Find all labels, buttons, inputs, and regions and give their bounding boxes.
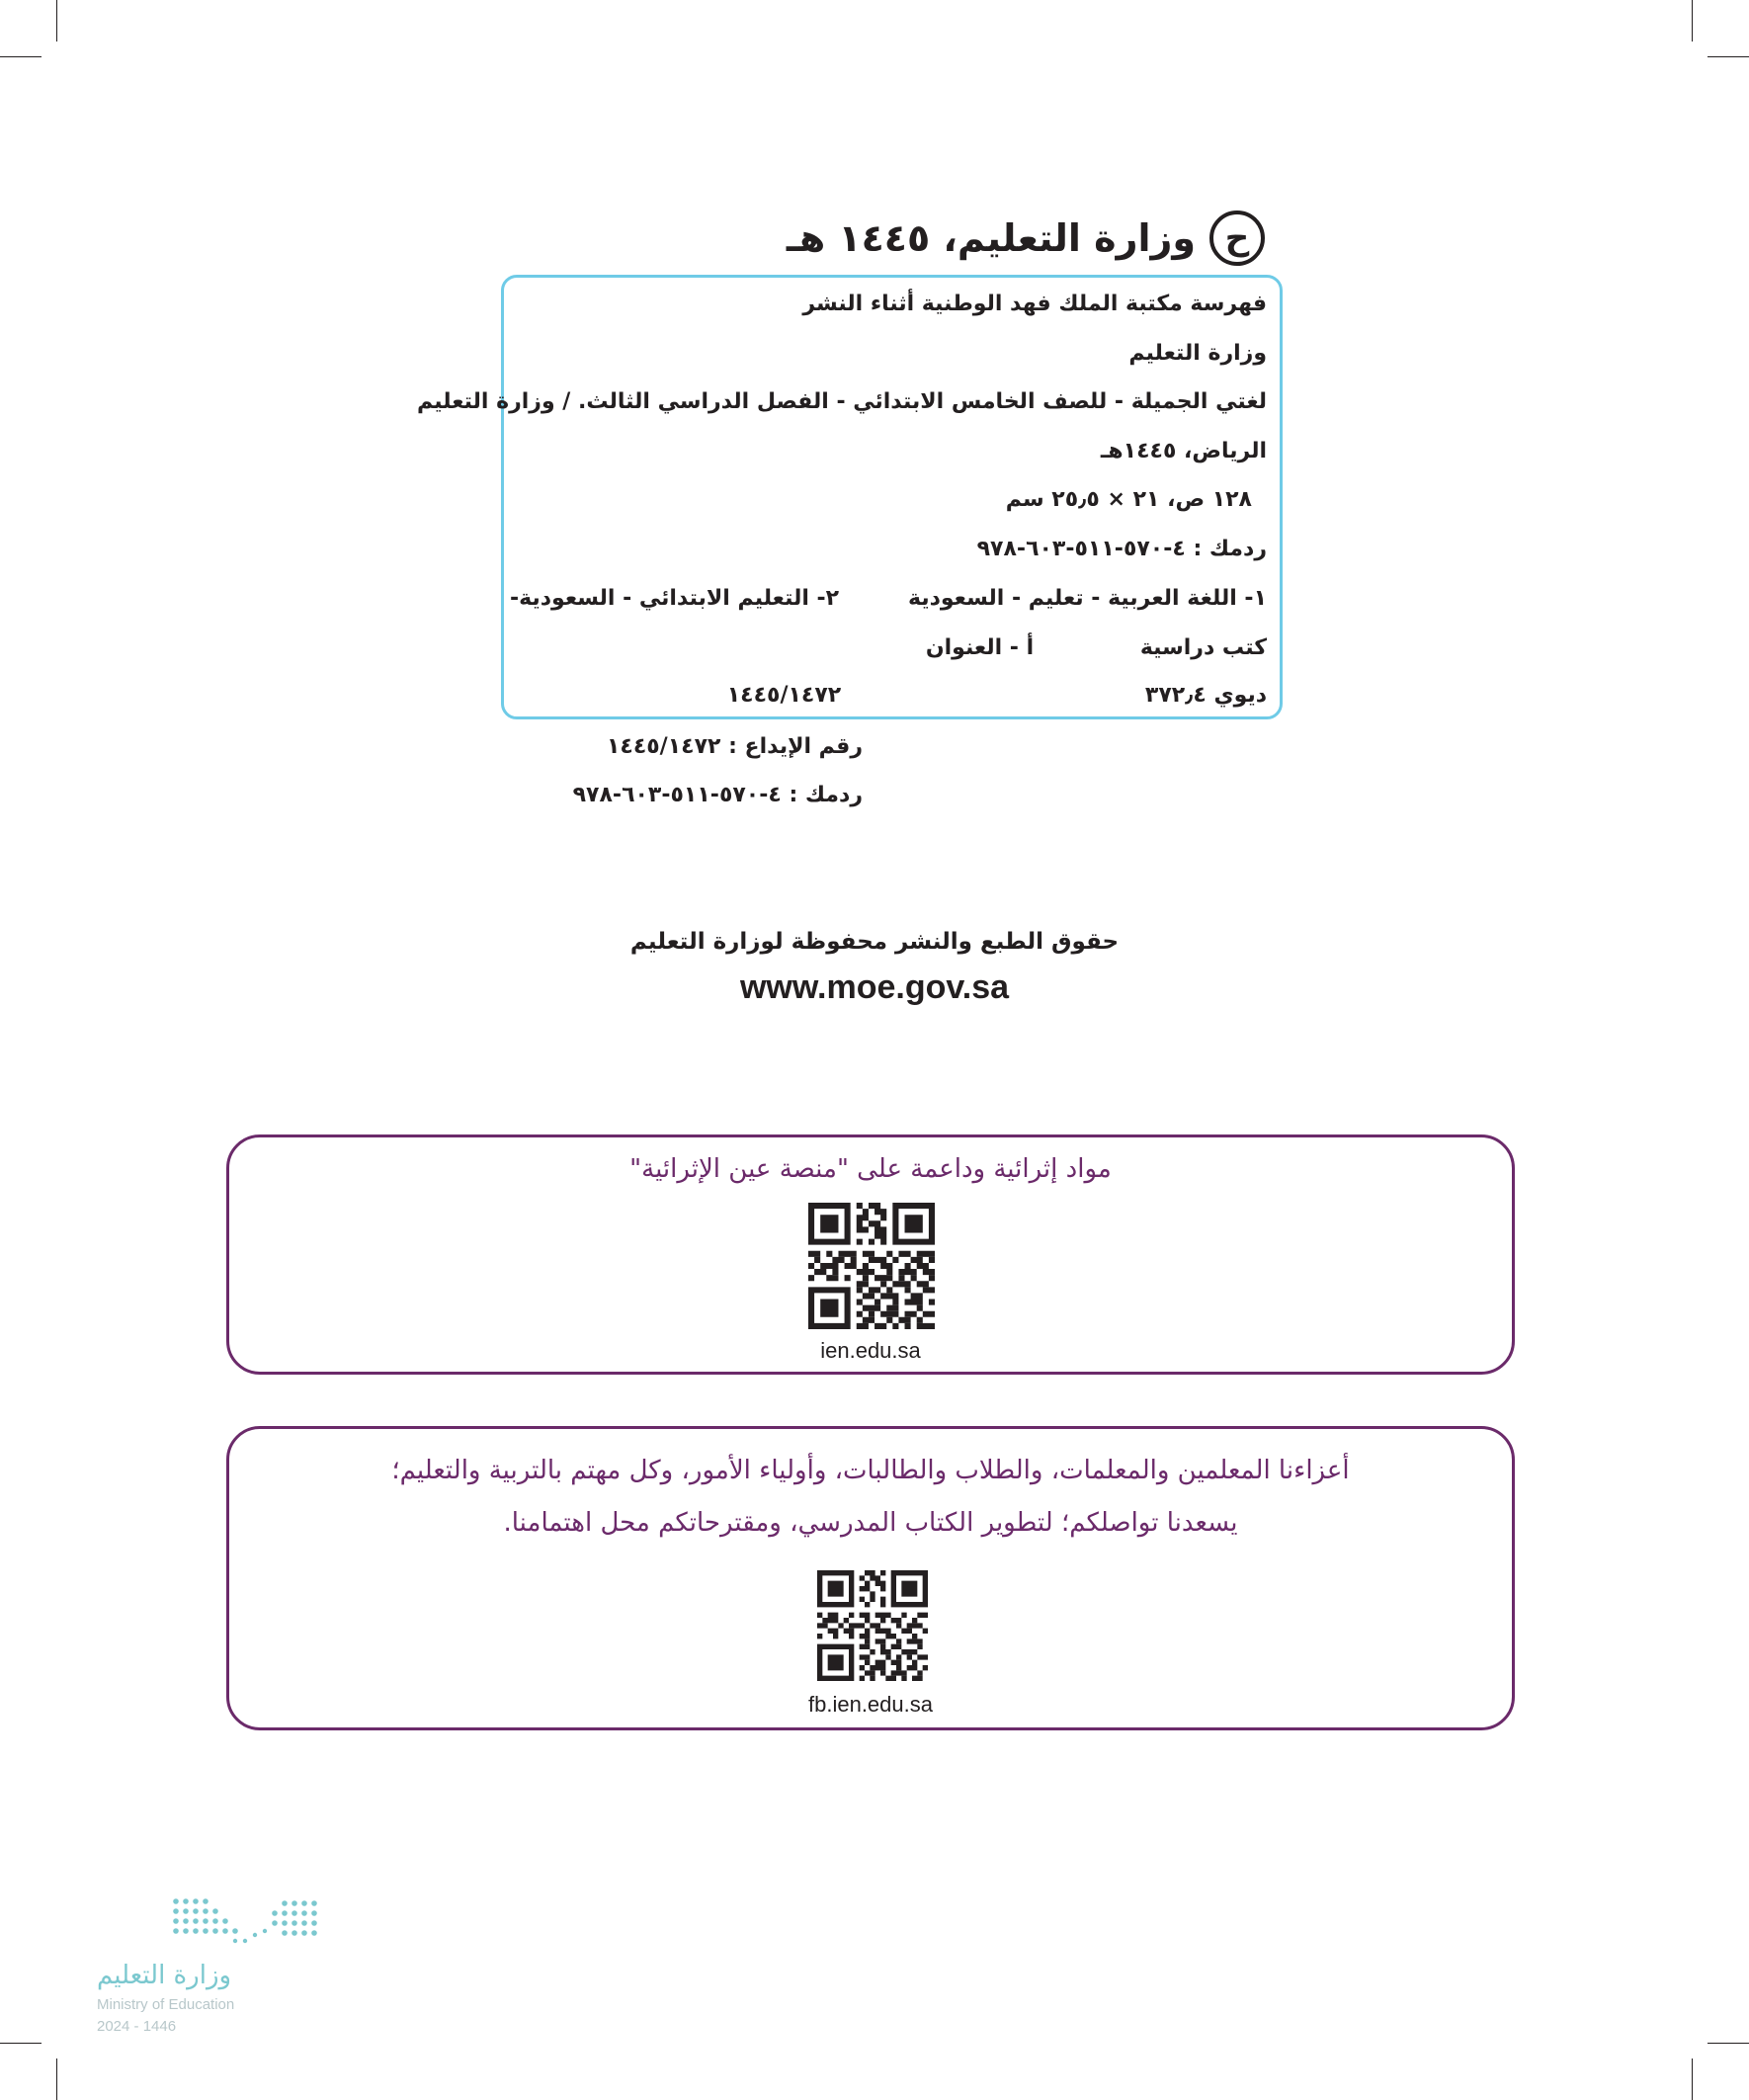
catalog-subject-1: ١- اللغة العربية - تعليم - السعودية [908, 586, 1267, 611]
crop-mark [1692, 2058, 1693, 2100]
enrichment-qr-code-icon[interactable] [808, 1203, 935, 1329]
crop-mark [0, 56, 42, 57]
rights-statement: حقوق الطبع والنشر محفوظة لوزارة التعليم [629, 929, 1120, 955]
catalog-isbn: ردمك : ٤-٥٧٠-٥١١-٦٠٣-٩٧٨ [976, 537, 1267, 561]
enrichment-qr-label[interactable]: ien.edu.sa [820, 1338, 921, 1363]
crop-mark [56, 2058, 57, 2100]
feedback-qr-label[interactable]: fb.ien.edu.sa [808, 1692, 933, 1717]
catalog-subject-title: أ - العنوان [925, 635, 1035, 660]
ministry-logo-year: 2024 - 1446 [97, 2018, 177, 2035]
crop-mark [1707, 56, 1749, 57]
catalog-subjects-row-2 [926, 635, 1267, 660]
enrichment-panel [226, 1134, 1515, 1375]
isbn-line: ردمك : ٤-٥٧٠-٥١١-٦٠٣-٩٧٨ [572, 783, 863, 807]
copyright-title: وزارة التعليم، ١٤٤٥ هـ [786, 216, 1196, 260]
copyright-header [787, 210, 1265, 266]
catalog-dewey: ديوي ٣٧٢٫٤ [1144, 683, 1267, 708]
catalog-deposit-number: ١٤٤٥/١٤٧٢ [726, 683, 842, 708]
ministry-logo [97, 1893, 324, 2042]
crop-mark [56, 0, 57, 42]
ministry-logo-dots-icon [97, 1893, 324, 1955]
crop-mark [1707, 2043, 1749, 2044]
catalog-box [417, 275, 1283, 719]
enrichment-text: مواد إثرائية وداعمة على "منصة عين الإثرائية" [629, 1154, 1112, 1184]
ministry-logo-english: Ministry of Education [97, 1996, 235, 2013]
catalog-place-year: الرياض، ١٤٤٥هـ [1100, 439, 1267, 463]
ministry-logo-arabic: وزارة التعليم [97, 1961, 232, 1990]
feedback-line-2: يسعدنا تواصلكم؛ لتطوير الكتاب المدرسي، ومقترحاتكم محل اهتمامنا. [503, 1508, 1238, 1538]
catalog-book-title: لغتي الجميلة - للصف الخامس الابتدائي - الفصل الدراسي الثالث. / وزارة التعليم [417, 389, 1267, 414]
feedback-line-1: أعزاءنا المعلمين والمعلمات، والطلاب والطالبات، وأولياء الأمور، وكل مهتم بالتربية والتعليم؛ [391, 1456, 1350, 1485]
catalog-subject-3: كتب دراسية [1139, 635, 1267, 660]
catalog-pages-size: ١٢٨ ص، ٢١ × ٢٥٫٥ سم [1005, 487, 1252, 512]
catalog-heading: فهرسة مكتبة الملك فهد الوطنية أثناء النشر [802, 292, 1267, 316]
copyright-icon: ح [1209, 210, 1265, 266]
catalog-author: وزارة التعليم [1128, 341, 1267, 366]
crop-mark [0, 2043, 42, 2044]
catalog-subject-2: ٢- التعليم الابتدائي - السعودية- [510, 586, 840, 611]
catalog-subjects-row [510, 586, 1267, 611]
deposit-number-line: رقم الإيداع : ١٤٤٥/١٤٧٢ [606, 734, 863, 759]
catalog-dewey-row [727, 683, 1267, 708]
crop-mark [1692, 0, 1693, 42]
feedback-panel [226, 1426, 1515, 1730]
feedback-qr-code-icon[interactable] [817, 1570, 928, 1681]
website-link[interactable]: www.moe.gov.sa [739, 968, 1010, 1006]
